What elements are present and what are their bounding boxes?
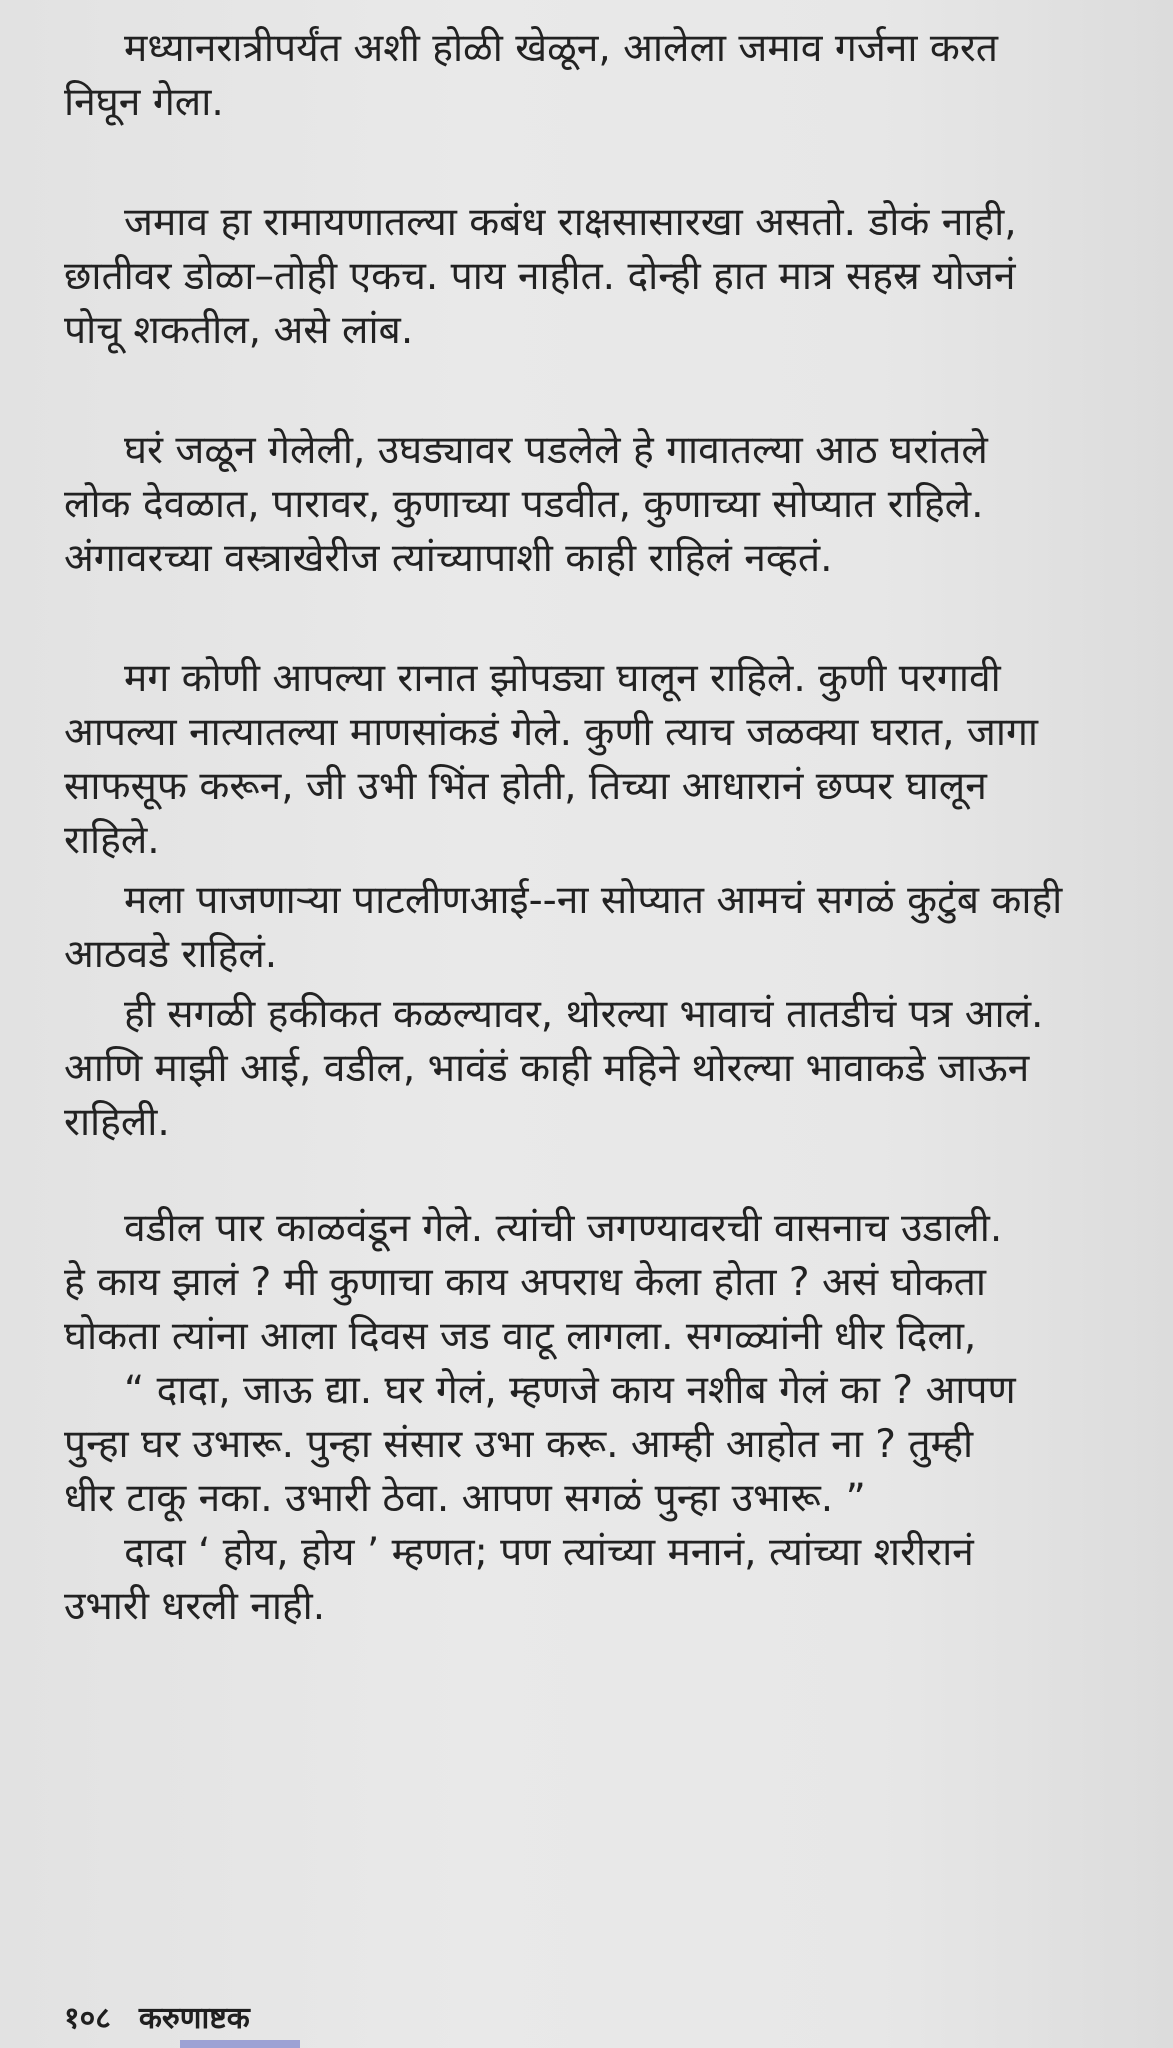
paragraph-8-quote bbox=[64, 1364, 1154, 1526]
text-line: धीर टाकू नका. उभारी ठेवा. आपण सगळं पुन्हा उभारू. ” bbox=[64, 1476, 866, 1521]
paragraph-2 bbox=[64, 196, 1154, 358]
text-line: अंगावरच्या वस्त्राखेरीज त्यांच्यापाशी काही राहिलं नव्हतं. bbox=[64, 536, 833, 581]
text-line: “ दादा, जाऊ द्या. घर गेलं, म्हणजे काय नशीब गेलं का ? आपण bbox=[124, 1368, 1016, 1413]
text-line: निघून गेला. bbox=[64, 80, 224, 125]
text-line: लोक देवळात, पारावर, कुणाच्या पडवीत, कुणाच्या सोप्यात राहिले. bbox=[64, 482, 984, 527]
text-line: आठवडे राहिलं. bbox=[64, 932, 278, 977]
text-line: वडील पार काळवंडून गेले. त्यांची जगण्यावरची वासनाच उडाली. bbox=[124, 1206, 1003, 1251]
text-line: राहिले. bbox=[64, 818, 160, 863]
text-line: जमाव हा रामायणातल्या कबंध राक्षसासारखा असतो. डोकं नाही, bbox=[124, 200, 1017, 245]
page-text bbox=[64, 22, 1154, 1634]
text-line: आपल्या नात्यातल्या माणसांकडं गेले. कुणी त्याच जळक्या घरात, जागा bbox=[64, 710, 1039, 755]
text-line: आणि माझी आई, वडील, भावंडं काही महिने थोरल्या भावाकडे जाऊन bbox=[64, 1046, 1030, 1091]
paragraph-7 bbox=[64, 1202, 1154, 1364]
text-line: पुन्हा घर उभारू. पुन्हा संसार उभा करू. आम्ही आहोत ना ? तुम्ही bbox=[64, 1422, 974, 1467]
page-number: १०८ bbox=[64, 2001, 111, 2036]
text-line: राहिली. bbox=[64, 1100, 170, 1145]
text-line: मग कोणी आपल्या रानात झोपड्या घालून राहिले. कुणी परगावी bbox=[124, 656, 1001, 701]
paragraph-6 bbox=[64, 988, 1154, 1150]
text-line: साफसूफ करून, जी उभी भिंत होती, तिच्या आधारानं छप्पर घालून bbox=[64, 764, 987, 809]
page-footer bbox=[64, 1994, 250, 2044]
paragraph-5 bbox=[64, 874, 1154, 982]
book-title: करुणाष्टक bbox=[138, 2001, 250, 2036]
text-line: छातीवर डोळा–तोही एकच. पाय नाहीत. दोन्ही हात मात्र सहस्र योजनं bbox=[64, 254, 1016, 299]
text-line: ही सगळी हकीकत कळल्यावर, थोरल्या भावाचं तातडीचं पत्र आलं. bbox=[124, 992, 1044, 1037]
text-line: हे काय झालं ? मी कुणाचा काय अपराध केला होता ? असं घोकता bbox=[64, 1260, 986, 1305]
text-line: मला पाजणाऱ्या पाटलीणआई--ना सोप्यात आमचं सगळं कुटुंब काही bbox=[124, 878, 1063, 923]
text-line: मध्यानरात्रीपर्यंत अशी होळी खेळून, आलेला जमाव गर्जना करत bbox=[124, 26, 999, 71]
paragraph-3 bbox=[64, 424, 1154, 586]
paragraph-1 bbox=[64, 22, 1154, 130]
text-line: घरं जळून गेलेली, उघड्यावर पडलेले हे गावातल्या आठ घरांतले bbox=[124, 428, 988, 473]
text-line: उभारी धरली नाही. bbox=[64, 1584, 326, 1629]
text-line: दादा ‘ होय, होय ’ म्हणत; पण त्यांच्या मनानं, त्यांच्या शरीरानं bbox=[124, 1530, 974, 1575]
paragraph-4 bbox=[64, 652, 1154, 868]
text-line: घोकता त्यांना आला दिवस जड वाटू लागला. सगळ्यांनी धीर दिला, bbox=[64, 1314, 977, 1359]
paragraph-9 bbox=[64, 1526, 1154, 1634]
next-page-edge bbox=[180, 2040, 300, 2048]
text-line: पोचू शकतील, असे लांब. bbox=[64, 308, 414, 353]
